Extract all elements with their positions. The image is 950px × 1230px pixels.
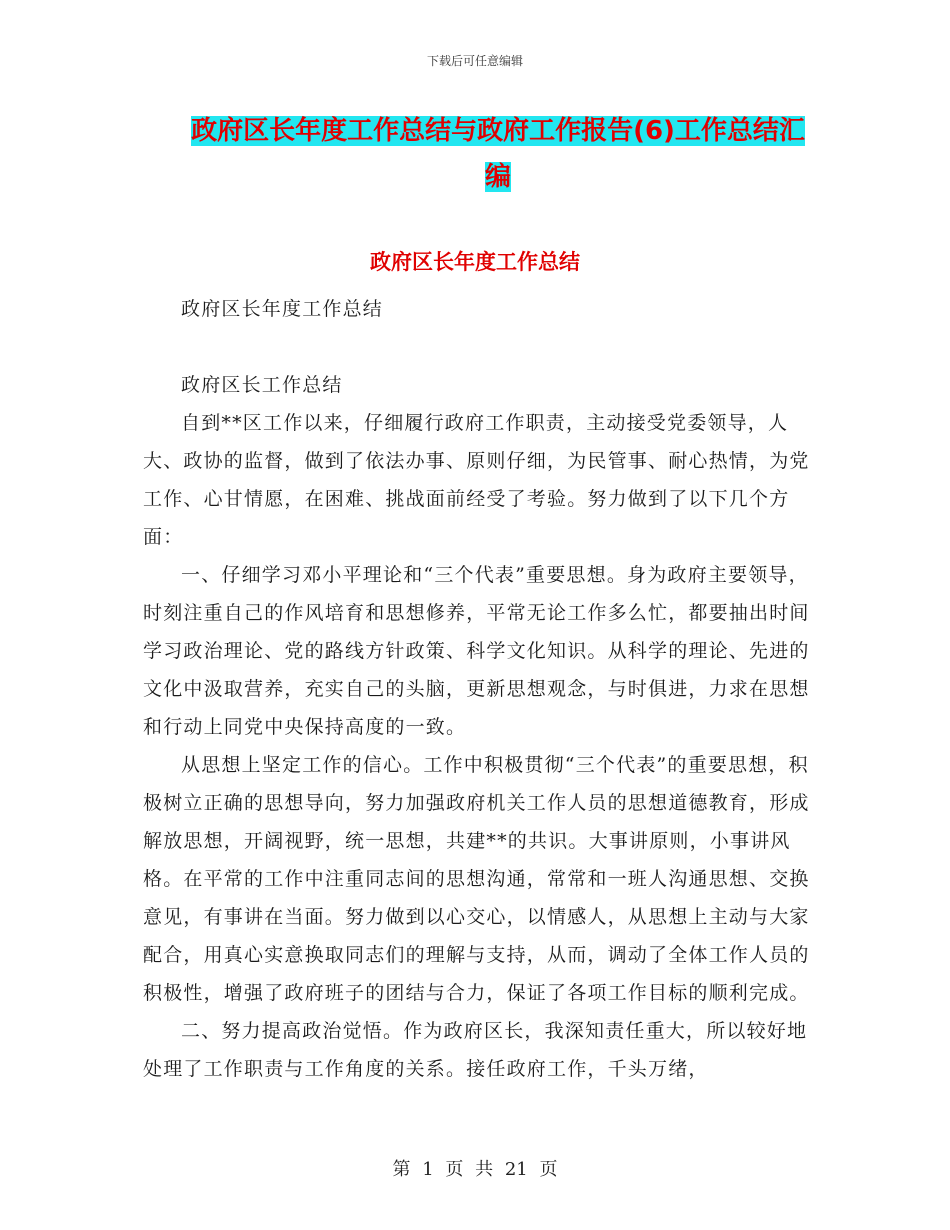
paragraph: 一、仔细学习邓小平理论和“三个代表”重要思想。身为政府主要领导，时刻注重自己的作风培育和思想修养，平常无论工作多么忙，都要抽出时间学习政治理论、党的路线方针政策、科学文化知识。从科学的理论、先进的文化中汲取营养，充实自己的头脑，更新思想观念，与时俱进，力求在思想和行动上同党中央保持高度的一致。 [143,564,810,738]
document-title-text: 政府区长年度工作总结与政府工作报告(6)工作总结汇编 [191,116,805,192]
paragraph: 政府区长工作总结 [181,374,343,396]
paragraph: 自到**区工作以来，仔细履行政府工作职责，主动接受党委领导，人大、政协的监督，做到了依法办事、原则仔细，为民管事、耐心热情，为党工作、心甘情愿，在困难、挑战面前经受了考验。努力做到了以下几个方面： [143,412,810,548]
document-title [186,108,810,200]
paragraph: 政府区长年度工作总结 [181,298,384,320]
page-footer: 第 1 页 共 21 页 [392,1159,558,1180]
paragraph: 从思想上坚定工作的信心。工作中积极贯彻“三个代表”的重要思想，积极树立正确的思想导向，努力加强政府机关工作人员的思想道德教育，形成解放思想，开阔视野，统一思想，共建**的共识。大事讲原则，小事讲风格。在平常的工作中注重同志间的思想沟通，常常和一班人沟通思想、交换意见，有事讲在当面。努力做到以心交心，以情感人，从思想上主动与大家配合，用真心实意换取同志们的理解与支持，从而，调动了全体工作人员的积极性，增强了政府班子的团结与合力，保证了各项工作目标的顺利完成。 [143,754,810,1004]
paragraph: 二、努力提高政治觉悟。作为政府区长，我深知责任重大，所以较好地处理了工作职责与工作角度的关系。接任政府工作，千头万绪， [143,1020,808,1080]
section-title: 政府区长年度工作总结 [370,250,580,274]
document-body [143,290,810,1088]
header-note: 下载后可任意编辑 [426,54,523,68]
